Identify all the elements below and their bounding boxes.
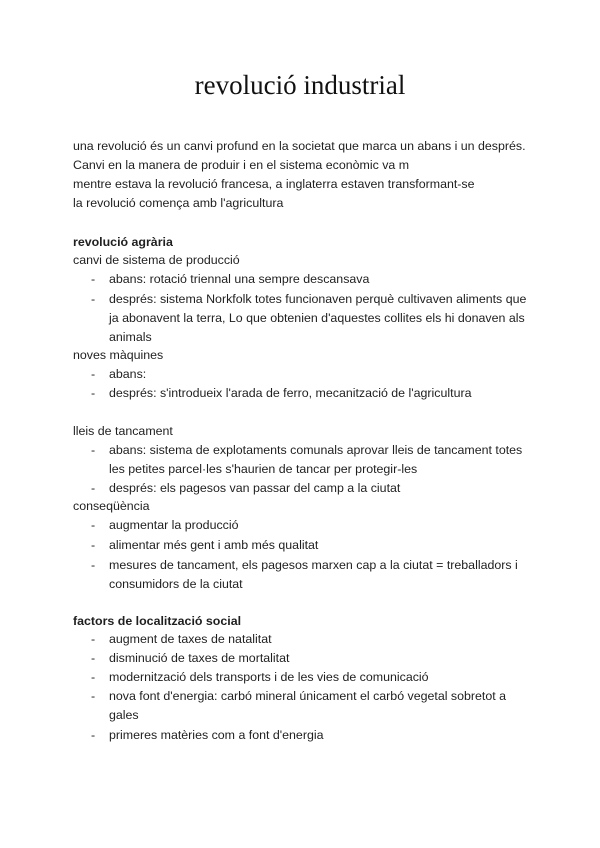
bullet-dash: - bbox=[91, 651, 96, 665]
section-heading: revolució agrària bbox=[73, 235, 173, 249]
list-item-continuation: animals bbox=[109, 330, 152, 344]
page-title: revolució industrial bbox=[194, 70, 406, 100]
intro-line: mentre estava la revolució francesa, a inglaterra estaven transformant-se bbox=[73, 177, 475, 191]
list-item: disminució de taxes de mortalitat bbox=[109, 651, 290, 665]
list-item: alimentar més gent i amb més qualitat bbox=[109, 538, 319, 552]
bullet-dash: - bbox=[91, 538, 96, 552]
bullet-dash: - bbox=[91, 558, 96, 572]
bullet-dash: - bbox=[91, 670, 96, 684]
subheading: noves màquines bbox=[73, 348, 164, 362]
list-item: abans: bbox=[109, 367, 147, 381]
bullet-dash: - bbox=[91, 728, 96, 742]
bullet-dash: - bbox=[91, 689, 96, 703]
section-heading: factors de localització social bbox=[73, 614, 242, 628]
subheading: lleis de tancament bbox=[73, 424, 173, 438]
list-item-continuation: consumidors de la ciutat bbox=[109, 577, 243, 591]
bullet-dash: - bbox=[91, 481, 96, 495]
list-item: augmentar la producció bbox=[109, 518, 239, 532]
list-item: modernització dels transports i de les vies de comunicació bbox=[109, 670, 429, 684]
list-item: augment de taxes de natalitat bbox=[109, 632, 272, 646]
bullet-dash: - bbox=[91, 443, 96, 457]
list-item-continuation: gales bbox=[109, 708, 139, 722]
bullet-dash: - bbox=[91, 518, 96, 532]
list-item: mesures de tancament, els pagesos marxen cap a la ciutat = treballadors i bbox=[109, 558, 518, 572]
list-item: nova font d'energia: carbó mineral únicament el carbó vegetal sobretot a bbox=[109, 689, 507, 703]
list-item: després: sistema Norkfolk totes funcionaven perquè cultivaven aliments que bbox=[109, 292, 527, 306]
list-item-continuation: ja abonavent la terra, Lo que obtenien d'aquestes collites els hi donaven als bbox=[109, 311, 525, 325]
subheading: conseqüència bbox=[73, 499, 150, 513]
bullet-dash: - bbox=[91, 386, 96, 400]
list-item-continuation: les petites parcel·les s'haurien de tancar per protegir-les bbox=[109, 462, 418, 476]
intro-line: la revolució comença amb l'agricultura bbox=[73, 196, 284, 210]
bullet-dash: - bbox=[91, 367, 96, 381]
list-item: abans: rotació triennal una sempre descansava bbox=[109, 272, 370, 286]
subheading: canvi de sistema de producció bbox=[73, 253, 240, 267]
bullet-dash: - bbox=[91, 632, 96, 646]
intro-line: Canvi en la manera de produir i en el sistema econòmic va m bbox=[73, 158, 410, 172]
bullet-dash: - bbox=[91, 292, 96, 306]
bullet-dash: - bbox=[91, 272, 96, 286]
list-item: primeres matèries com a font d'energia bbox=[109, 728, 324, 742]
list-item: després: els pagesos van passar del camp a la ciutat bbox=[109, 481, 401, 495]
list-item: abans: sistema de explotaments comunals aprovar lleis de tancament totes bbox=[109, 443, 523, 457]
intro-line: una revolució és un canvi profund en la societat que marca un abans i un després. bbox=[73, 139, 526, 153]
list-item: després: s'introdueix l'arada de ferro, mecanització de l'agricultura bbox=[109, 386, 472, 400]
